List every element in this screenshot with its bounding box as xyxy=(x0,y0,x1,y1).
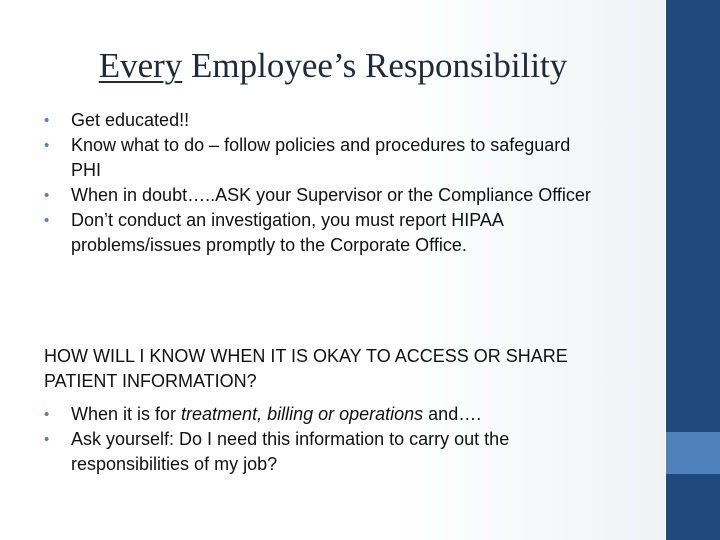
bullet-icon: • xyxy=(44,112,50,129)
list-item-text: When in doubt…..ASK your Supervisor or the Compliance Officer xyxy=(71,185,591,205)
bullet-icon: • xyxy=(44,406,50,423)
sub-bullet-italic: treatment, billing or operations xyxy=(181,404,424,424)
bullet-icon: • xyxy=(44,187,50,204)
sub-bullet-list xyxy=(44,402,604,477)
bullet-icon: • xyxy=(44,212,50,229)
question-heading: HOW WILL I KNOW WHEN IT IS OKAY TO ACCESS OR SHARE PATIENT INFORMATION? xyxy=(44,346,568,391)
sub-bullet-suffix: and…. xyxy=(423,404,482,424)
list-item xyxy=(44,208,604,258)
sub-bullet-prefix: When it is for xyxy=(71,404,182,424)
list-item xyxy=(44,133,604,183)
sidebar-accent-block xyxy=(666,432,720,474)
title-underlined-word: Every xyxy=(98,46,183,85)
list-item xyxy=(44,402,604,427)
list-item-text: Ask yourself: Do I need this information to carry out the responsibilities of my job? xyxy=(71,429,510,474)
list-item-text: Know what to do – follow policies and procedures to safeguard PHI xyxy=(71,135,571,180)
bullet-icon: • xyxy=(44,431,50,448)
list-item xyxy=(44,108,604,133)
slide-title xyxy=(0,46,666,86)
title-rest: Employee’s Responsibility xyxy=(182,46,568,85)
bullet-icon: • xyxy=(44,137,50,154)
bullet-list xyxy=(44,108,604,258)
list-item xyxy=(44,427,604,477)
list-item-text: Don’t conduct an investigation, you must report HIPAA problems/issues promptly to the Corporate Office. xyxy=(71,210,503,255)
list-item xyxy=(44,183,604,208)
list-item-text: Get educated!! xyxy=(71,110,190,130)
